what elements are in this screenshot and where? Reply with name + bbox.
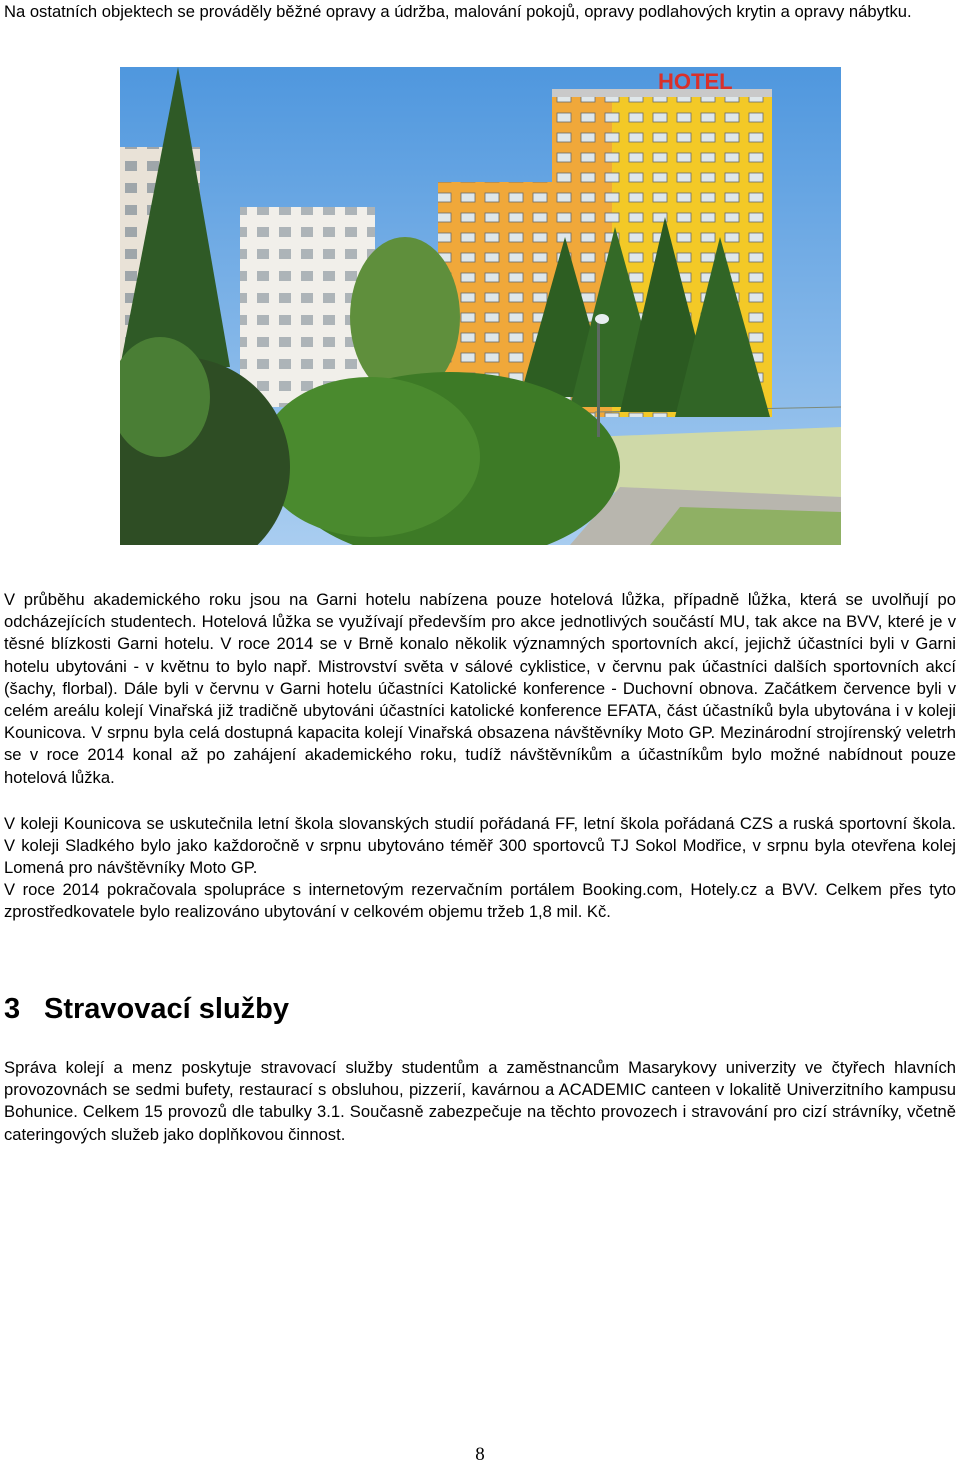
paragraph-kounicova: V koleji Kounicova se uskutečnila letní škola slovanských studií pořádaná FF, letní škola pořádaná CZS a ruská sportovní škola. V koleji Sladkého bylo jako každoročně v srpnu ubytováno téměř 300 sportovců TJ Sokol Modřice, v srpnu byla otevřena kolej Lomená pro návštěvníky Moto GP.	[4, 814, 956, 878]
paragraph-accommodation: V průběhu akademického roku jsou na Garni hotelu nabízena pouze hotelová lůžka, případně lůžka, která se uvolňují po odcházejících studentech. Hotelová lůžka se využívají především pro akce jednotlivých součástí MU, tak akce na BVV, které je v těsné blízkosti Garni hotelu. V roce 2014 se v Brně konalo několik významných sportovních akcí, jejichž účastníci byli v Garni hotelu ubytováni - v květnu to bylo např. Mistrovství světa v sálové cyklistice, v červnu pak účastníci dalších sportovních akcí (šachy, florbal). Dále byli v červnu v Garni hotelu účastníci Katolické konference - Duchovní obnova. Začátkem července byli v celém areálu kolejí Vinařská již tradičně ubytováni účastníci katolické konference EFATA, část účastníků byla ubytována i v koleji Kounicova. V srpnu byla celá dostupná kapacita kolejí Vinařská obsazena návštěvníky Moto GP. Mezinárodní strojírenský veletrh se v roce 2014 konal až po zahájení akademického roku, tudíž návštěvníkům a účastníkům bylo možné nabídnout pouze hotelová lůžka.	[4, 590, 956, 787]
section-number: 3	[4, 993, 21, 1025]
page-number: 8	[475, 1444, 485, 1465]
paragraph-catering: Správa kolejí a menz poskytuje stravovací služby studentům a zaměstnancům Masarykovy univerzity ve čtyřech hlavních provozovnách se sedmi bufety, restaurací s obsluhou, pizzerií, kavárnou a ACADEMIC canteen v lokalitě Univerzitního kampusu Bohunice. Celkem 15 provozů dle tabulky 3.1. Současně zabezpečuje na těchto provozech i stravování pro cizí strávníky, včetně cateringových služeb jako doplňkovou činnost.	[4, 1058, 956, 1144]
paragraph-booking: V roce 2014 pokračovala spolupráce s internetovým rezervačním portálem Booking.com, Hotely.cz a BVV. Celkem přes tyto zprostředkovatele bylo realizováno ubytování v celkovém objemu tržeb 1,8 mil. Kč.	[4, 880, 956, 922]
hotel-sign: HOTEL	[658, 69, 733, 94]
hotel-photo	[120, 67, 841, 545]
section-heading	[4, 990, 289, 1028]
section-title: Stravovací služby	[44, 993, 289, 1025]
paragraph-intro: Na ostatních objektech se prováděly běžné opravy a údržba, malování pokojů, opravy podlahových krytin a opravy nábytku.	[4, 2, 912, 21]
